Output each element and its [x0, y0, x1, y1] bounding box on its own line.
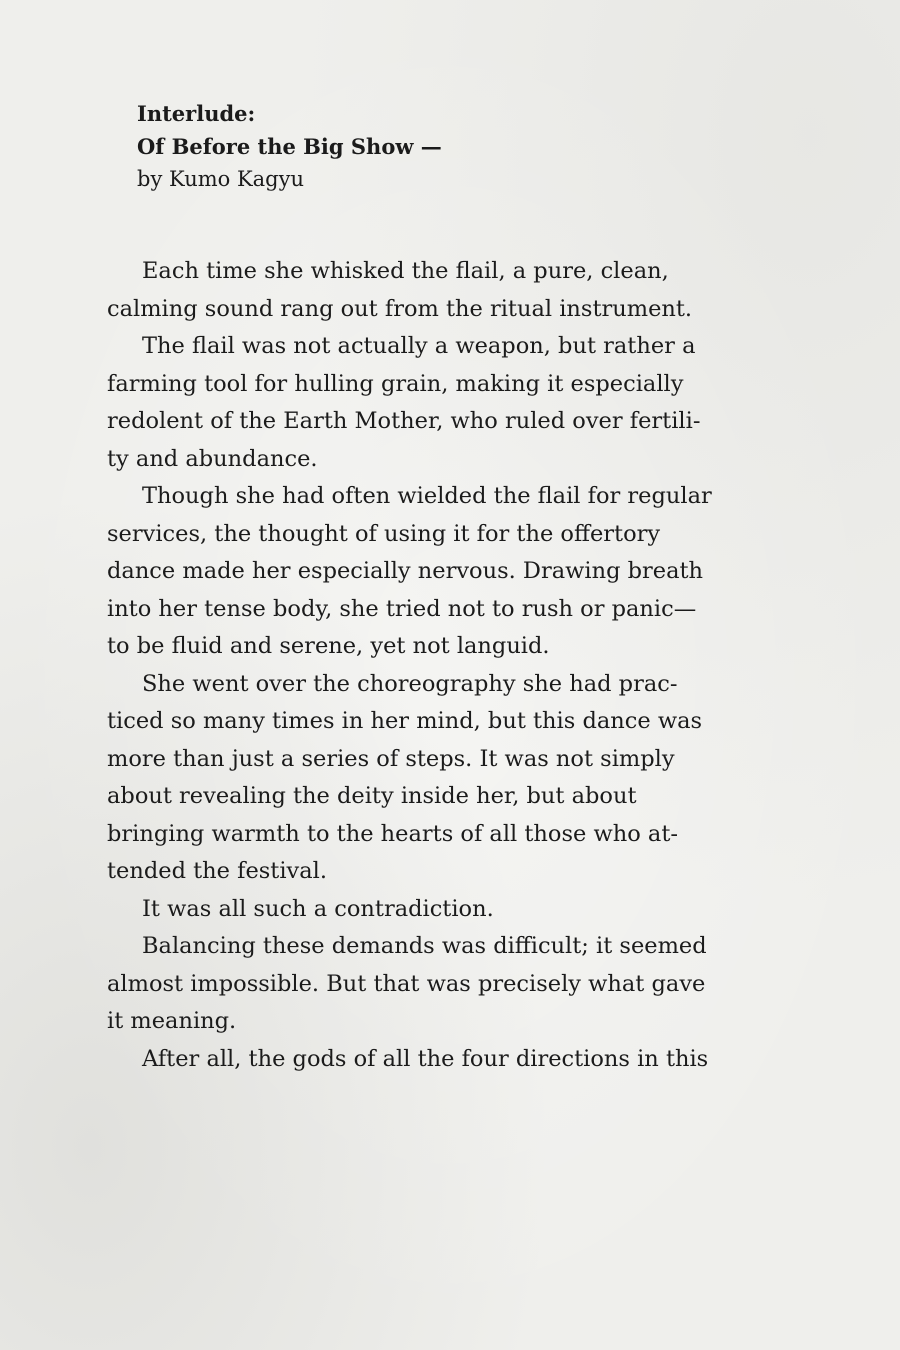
text-line: farming tool for hulling grain, making it especially	[107, 370, 684, 397]
text-line: calming sound rang out from the ritual instrument.	[107, 295, 693, 322]
text-line: Each time she whisked the flail, a pure, clean,	[142, 258, 669, 284]
text-line: redolent of the Earth Mother, who ruled over fertili-	[107, 408, 701, 434]
chapter-title: Of Before the Big Show —	[137, 134, 442, 159]
text-line: After all, the gods of all the four directions in this	[142, 1045, 709, 1072]
chapter-label: Interlude:	[137, 101, 256, 126]
text-line: into her tense body, she tried not to rush or panic—	[107, 595, 697, 622]
text-line: it meaning.	[107, 1008, 237, 1034]
text-line: more than just a series of steps. It was not simply	[107, 745, 675, 772]
text-line: bringing warmth to the hearts of all those who at-	[107, 820, 678, 847]
text-line: about revealing the deity inside her, but about	[107, 783, 637, 809]
text-line: tended the festival.	[107, 858, 328, 884]
text-line: almost impossible. But that was precisely what gave	[107, 970, 706, 997]
chapter-header	[137, 97, 737, 196]
text-line: to be fluid and serene, yet not languid.	[107, 633, 550, 659]
text-line: Balancing these demands was difficult; it seemed	[142, 933, 707, 959]
body-text	[107, 253, 797, 1078]
chapter-author: by Kumo Kagyu	[137, 167, 305, 191]
text-line: She went over the choreography she had prac-	[142, 670, 678, 697]
text-line: services, the thought of using it for the offertory	[107, 520, 661, 547]
text-line: dance made her especially nervous. Drawing breath	[107, 558, 704, 584]
text-line: ty and abundance.	[107, 445, 318, 472]
text-line: ticed so many times in her mind, but this dance was	[107, 708, 703, 734]
text-line: Though she had often wielded the flail for regular	[142, 483, 712, 509]
text-line: The flail was not actually a weapon, but rather a	[142, 333, 696, 359]
text-line: It was all such a contradiction.	[142, 895, 494, 922]
